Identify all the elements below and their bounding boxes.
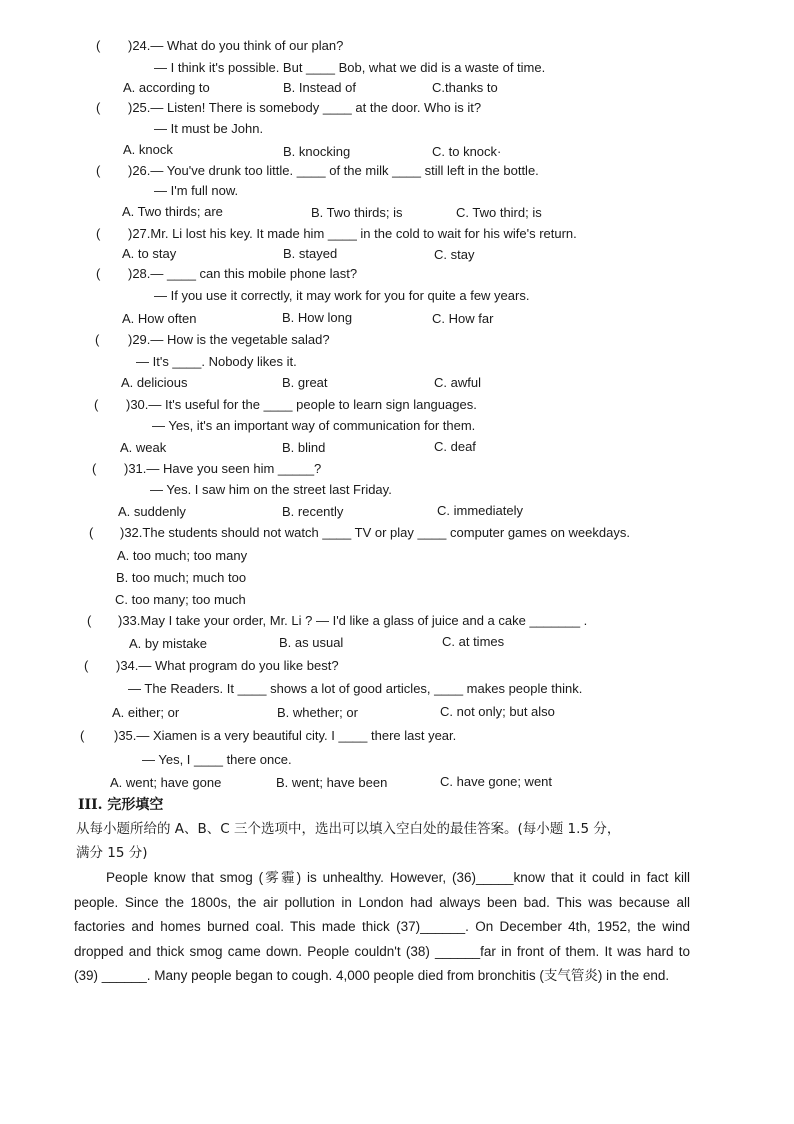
option-a: A. How often: [122, 311, 197, 326]
question-reply: — It must be John.: [154, 121, 264, 136]
question-reply: — I'm full now.: [154, 183, 239, 198]
option-c: C. immediately: [437, 503, 523, 518]
cloze-passage: [74, 866, 690, 989]
option-b: B. knocking: [283, 144, 351, 159]
option-b: B. as usual: [279, 635, 344, 650]
answer-bracket: (: [80, 728, 85, 743]
option-c: C. How far: [432, 311, 494, 326]
option-b: B. recently: [282, 504, 344, 519]
question-reply: — The Readers. It ____ shows a lot of good articles, ____ makes people think.: [128, 681, 583, 696]
option-a: A. went; have gone: [110, 775, 222, 790]
question-reply: — I think it's possible. But ____ Bob, what we did is a waste of time.: [154, 60, 546, 75]
answer-bracket: (: [96, 38, 101, 53]
question-reply: — Yes, it's an important way of communication for them.: [152, 418, 476, 433]
answer-bracket: (: [96, 226, 101, 241]
option-b: B. Two thirds; is: [311, 205, 403, 220]
option-b: B. Instead of: [283, 80, 356, 95]
option-a: A. knock: [123, 142, 173, 157]
question-stem: )25.— Listen! There is somebody ____ at the door. Who is it?: [128, 100, 482, 115]
answer-bracket: (: [89, 525, 94, 540]
option-a: A. either; or: [112, 705, 180, 720]
answer-bracket: (: [92, 461, 97, 476]
section-instruction: 从每小题所给的 A、B、C 三个选项中，选出可以填入空白处的最佳答案。(每小题 1.5 分，: [76, 821, 621, 837]
question-stem: )28.— ____ can this mobile phone last?: [128, 266, 358, 281]
answer-bracket: (: [96, 163, 101, 178]
option-b: B. How long: [282, 310, 353, 325]
option-b: B. great: [282, 375, 328, 390]
option-c: C. not only; but also: [440, 704, 555, 719]
option-c: C. too many; too much: [115, 592, 246, 607]
option-a: A. too much; too many: [117, 548, 248, 563]
answer-bracket: (: [96, 266, 101, 281]
answer-bracket: (: [94, 397, 99, 412]
passage-text: People know that smog (雾霾) is unhealthy. However, (36)_____know that it could in fact kill people. Since the 1800s, the air pollution in London had always been bad. This was because all factories and homes burned coal. This made thick (37)______. On December 4th, 1952, the wind dropped and thick smog came down. People couldn't (38) ______far in front of them. It was hard to (39) ______. Many people began to cough. 4,000 people died from bronchitis (支气管炎) in the end.: [74, 870, 690, 984]
question-stem: )34.— What program do you like best?: [116, 658, 339, 673]
option-a: A. by mistake: [129, 636, 208, 651]
section-heading: III. 完形填空: [78, 797, 164, 813]
option-c: C. to knock·: [432, 144, 502, 159]
question-reply: — It's ____. Nobody likes it.: [136, 354, 297, 369]
option-b: B. too much; much too: [116, 570, 247, 585]
section-instruction-continued: 满分 15 分): [76, 845, 148, 861]
answer-bracket: (: [96, 100, 101, 115]
question-stem: )27.Mr. Li lost his key. It made him ____ in the cold to wait for his wife's return.: [128, 226, 577, 241]
question-stem: )24.— What do you think of our plan?: [128, 38, 344, 53]
option-a: A. suddenly: [118, 504, 186, 519]
option-c: C. deaf: [434, 439, 476, 454]
option-c: C. Two third; is: [456, 205, 542, 220]
answer-bracket: (: [95, 332, 100, 347]
option-b: B. went; have been: [276, 775, 388, 790]
question-stem: )26.— You've drunk too little. ____ of the milk ____ still left in the bottle.: [128, 163, 539, 178]
question-stem: )32.The students should not watch ____ TV or play ____ computer games on weekdays.: [120, 525, 630, 540]
option-a: A. delicious: [121, 375, 188, 390]
question-reply: — Yes. I saw him on the street last Friday.: [150, 482, 392, 497]
option-b: B. blind: [282, 440, 326, 455]
option-b: B. whether; or: [277, 705, 358, 720]
question-reply: — Yes, I ____ there once.: [142, 752, 292, 767]
option-a: A. weak: [120, 440, 167, 455]
question-stem: )33.May I take your order, Mr. Li ? — I'd like a glass of juice and a cake _______ .: [118, 613, 588, 628]
question-reply: — If you use it correctly, it may work for you for quite a few years.: [154, 288, 530, 303]
option-c: C. have gone; went: [440, 774, 553, 789]
question-stem: )31.— Have you seen him _____?: [124, 461, 322, 476]
question-stem: )29.— How is the vegetable salad?: [128, 332, 330, 347]
option-a: A. Two thirds; are: [122, 204, 223, 219]
option-a: A. to stay: [122, 246, 177, 261]
answer-bracket: (: [84, 658, 89, 673]
option-b: B. stayed: [283, 246, 338, 261]
question-stem: )30.— It's useful for the ____ people to learn sign languages.: [126, 397, 477, 412]
option-a: A. according to: [123, 80, 210, 95]
option-c: C. stay: [434, 247, 475, 262]
question-stem: )35.— Xiamen is a very beautiful city. I ____ there last year.: [114, 728, 457, 743]
answer-bracket: (: [87, 613, 92, 628]
option-c: C. at times: [442, 634, 505, 649]
option-c: C. awful: [434, 375, 481, 390]
option-c: C.thanks to: [432, 80, 498, 95]
